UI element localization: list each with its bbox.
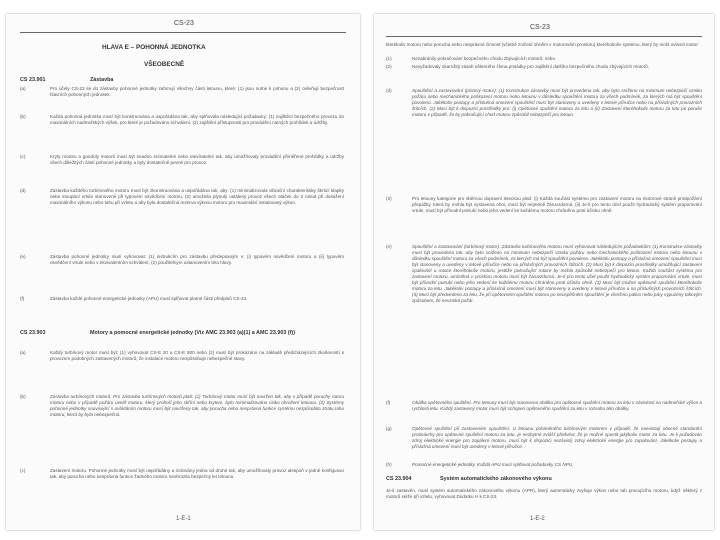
paragraph: [386, 196, 702, 232]
paragraph: [20, 154, 344, 184]
paragraph: [386, 56, 702, 62]
section-header: [20, 77, 340, 85]
paragraph-label: (a): [20, 350, 26, 355]
paragraph: [386, 426, 702, 462]
paragraph-text: Obálka opětovného spuštění. Pro letouny musí být stanovena obálka pro opětovné spuštění motoru za letu v závislosti na nadmořské výšce a rychlosti letu. Každý zastavený motor musí být schopen opětovného spuštění za letu v rozsahu této obálky.: [412, 400, 702, 411]
paragraph-text: Kryty motoru a gondoly motorů musí být snadno snímatelné nebo otevíratelné tak, aby umožňovaly provádění přiměřené prohlídky a údržby všech důležitých částí pohonné jednotky a byly dostatečně pevné pro provoz.: [50, 154, 344, 165]
section-title: Systém automatického zákonového výkonu: [440, 476, 552, 482]
paragraph-label: (h): [386, 462, 392, 467]
paragraph-label: (g): [386, 426, 392, 431]
paragraph: [386, 244, 702, 394]
paragraph: [20, 394, 344, 460]
section-header: [386, 476, 702, 484]
paragraph: [386, 88, 702, 184]
paragraph-label: (f): [20, 296, 25, 301]
paragraph-label: (d): [20, 188, 26, 193]
paragraph-label: (3): [386, 196, 392, 201]
paragraph-text: Spouštění a zastavování (turbínový motor). Zástavba turbínového motoru musí vyhovovat následujícím požadavkům: (1) Konstrukce zástavby musí být provedena tak, aby bylo sníženo na minimum nebezpečí vzniku požáru nebo mechanického poškození motoru nebo letounu v důsledku spouštění motoru za všech podmínek, za kterých má být spouštění povoleno. Jakékoliv postupy a příslušná omezení spouštění musí být stanoveny a uvedeny v letové příručce nebo na příslušných provozních štítcích. (2) Musí být k dispozici prostředky umožňující zastavení spalování u rotace kteréhokoliv motoru, jestliže pokračující rotace by mohla způsobit nebezpečí pro letoun. Každá součást systému pro zastavení motoru, umístěná v prostoru motoru musí být žáruvzdorná. Je-li pro tento účel použit hydraulický systém praporování vrtule, musí být přívodní potrubí nebo jeho vedení ke každému motoru chráněno proti účinku ohně. (3) Musí být možné opětovně spuštění kteréhokoliv motoru za letu. Jakékoliv postupy a příslušná omezení musí být stanoveny a uvedeny v letové příručce a na příslušných provozních štítcích. (4) Musí být předvedeno za letu, že při opětovném spuštění motoru po neúspěšném spouštění je všechno palivo nebo páry vypuzeny takovým způsobem, že nevzniká požár.: [412, 244, 702, 303]
section-title: Zástavba: [90, 77, 114, 83]
paragraph-label: (f): [386, 400, 391, 405]
paragraph-text: Pro letouny kategorie pro sběrnou dopravní leteckou platí: (i) Každá součást systému pro zastavení motoru na motorové straně protipožární přepážky, která by mohla být vystavena ohni, musí být nejméně žáruvzdorná. (ii) Je-li pro tento účel použit hydraulický systém praporování vrtule, musí být přívodní potrubí nebo jeho vedení ke každému motoru chráněno proti účinku ohně.: [412, 196, 702, 213]
paragraph-label: (2): [386, 64, 392, 69]
paragraph-text: Nevyžadovaly okamžitý zásah některého člena posádky pro zajištění dalšího bezpečného chodu zbývajících motorů.: [412, 64, 649, 69]
paragraph: [386, 400, 702, 424]
paragraph-text: Každá pohonná jednotka musí být konstruována a uspořádána tak, aby splňovala následující požadavky: (1) zajištění bezpečného provozu do maximálních nadmořských výšek, pro které je požadováno schválení, (2) zajištění přístupnosti pro provádění nutných prohlídek a údržby.: [50, 114, 344, 125]
page-header: CS-23: [530, 24, 550, 31]
section-header: [20, 330, 340, 338]
paragraph-label: (e): [386, 244, 392, 249]
header-rule: [20, 32, 346, 33]
paragraph: [20, 188, 344, 242]
paragraph: [20, 296, 344, 308]
paragraph: [386, 64, 702, 76]
paragraph-label: (d): [386, 88, 392, 93]
paragraph-text: Každý turbínový motor musí být: (1) vyhovovat CS-E 20 a CS-E 800 nebo (2) musí být prokázáno na základě předcházejících zkušeností s provozem podobných zastavených motorů, že instalace motoru nezpůsobuje nebezpečné stavy.: [50, 350, 344, 361]
paragraph-text: Spouštění a zastavování (pístový motor). (1) Konstrukce zástavby musí být provedena tak, aby bylo sníženo na minimum nebezpečí vzniku požáru nebo mechanického poškození motoru nebo letounu v důsledku spouštění motoru za všech podmínek, za kterých má být spouštění povoleno. Jakékoliv postupy a příslušná omezení spouštění musí být stanoveny a uvedeny v letové příručce nebo na příslušných provozních štítcích. (2) Musí být k dispozici prostředky pro: (i) Opětovné spuštění motoru za letu a (ii) Zastavení kteréhokoliv motoru za letu po poruše motoru v případě, že by pokračující chod motoru způsobil nebezpečí pro letoun.: [412, 88, 702, 117]
paragraph-label: (a): [20, 86, 26, 91]
paragraph: [20, 468, 344, 510]
paragraph: [386, 462, 702, 468]
page-number: 1-E-2: [530, 516, 545, 522]
paragraph-text: Zastavení motoru. Pohonné jednotky musí být uspořádány a izolovány jedna od druhé tak, aby umožňovaly provoz alespoň v jedné konfiguraci tak, aby porucha nebo nesprávná funkce žádného motoru neohrozila bezpečný let letounu.: [50, 468, 344, 479]
paragraph: [20, 350, 344, 386]
paragraph-text: Zástavba každého turbínového motoru musí být zkonstruována a uspořádána tak, aby: (1) minimalizovala vibrační charakteristiky škrticí klapky nebo stoupání vrtule stanovené při typovém osvědčení motoru, (2) umožnila plynulý ustálený provoz všech otáček do 3 minut při dosažení maximálního výkonu nebo tahu při vzletu a aby byla dostatečná rezerva výkonu motoru pro maximální instalovaný výkon.: [50, 188, 344, 205]
paragraph-label: (b): [20, 114, 26, 119]
paragraph-text: Zástavba každé pohonné energetické jednotky (APU) musí splňovat platné části předpisů CS-23.: [50, 296, 248, 301]
section-code: CS 23.901: [20, 77, 46, 83]
page-header: CS-23: [174, 20, 194, 27]
paragraph-label: (b): [20, 394, 26, 399]
chapter-subheading: VŠEOBECNĚ: [144, 61, 185, 68]
paragraph-label: (c): [20, 154, 26, 159]
paragraph-text: Nezabránily pokračování bezpečného chodu zbývajících motorů; nebo: [412, 56, 556, 61]
paragraph-label: (1): [386, 56, 392, 61]
paragraph: [20, 254, 344, 290]
paragraph-text: Pomocné energetické jednotky. Každá APU musí splňovat požadavky CS NPU.: [412, 462, 574, 467]
paragraph-text: Zástavba pohonné jednotky musí vyhovovat: (1) instrukcím pro zástavbu předepsaným v: (i) typovém osvědčení motoru a (ii) typovém osvědčení vrtule nebo v ekvivalentním schválení, (2) použitelným ustanovením této hlavy.: [50, 254, 344, 265]
paragraph-text: kterékoliv motoru nebo porucha nebo nesprávná činnost (včetně zničení ohněm v motorovém prostoru) kteréhokoliv systému, který by mohl ovlivnit motor:: [386, 42, 700, 47]
section-code: CS 23.904: [386, 476, 412, 482]
section-code: CS 23.903: [20, 330, 46, 336]
header-rule: [386, 36, 702, 37]
paragraph-text: Zástavba turbínových motorů. Pro zástavbu turbínových motorů platí: (1) Turbínový motor musí být navržen tak, aby v případě poruchy rotoru motoru nebo v případě požáru uvnitř motoru, který prohoří jeho skříní nebo krytem, bylo minimalizováno riziko ohrožení letounu. (2) Systémy pohonné jednotky související s ovládáním motoru musí být navrženy tak, aby porucha nebo nesprávná funkce systému nezpůsobila ztrátu tahu motoru, která by byla nebezpečná.: [50, 394, 344, 417]
paragraph-text: Pro účely CS-23 se do zástavby pohonné jednotky zahrnují všechny části letounu, které: (1) jsou nutné k pohonu a (2) ovlivňují bezpečnost hlavních pohonných jednotek.: [50, 86, 344, 97]
paragraph-text: Opětovné spuštění při zastaveném spouštění. U letounu poháněného turbínovým motorem v případě, že neexistují obecně standardní protinávrhy pro opětovné spuštění motoru za letu, je nezbytné zvlášť předvést, že je možné spustit jakýkoliv motor za letu. Je-li požadován zdroj elektrické energie pro zapálení motoru, musí být k dispozici nezávislý zdroj elektrické energie pro zapalování. Jakékoliv postupy a příslušná omezení musí být uvedeny v letové příručce.: [412, 426, 702, 449]
paragraph: [20, 86, 344, 104]
page-number: 1-E-1: [176, 516, 191, 522]
section-title: Motory a pomocné energetické jednotky (Viz AMC 23.903 (a)(1) a AMC 23.903 (f)): [90, 330, 295, 336]
paragraph: [386, 488, 702, 506]
paragraph: [386, 42, 702, 54]
paragraph-label: (e): [20, 254, 26, 259]
chapter-heading: HLAVA E – POHONNÁ JEDNOTKA: [102, 44, 206, 51]
paragraph-text: Je-li zastavěn, musí systém automatického zákonového výkonu (APR), který automaticky zvyšuje výkon nebo tah pracujícího motoru, když některý z motorů selže při vzletu, vyhovovat Dodatku H k CS-23.: [386, 488, 702, 499]
left-document-page: [6, 14, 360, 530]
right-document-page: [374, 14, 714, 530]
paragraph-label: (c): [20, 468, 26, 473]
paragraph: [20, 114, 344, 150]
